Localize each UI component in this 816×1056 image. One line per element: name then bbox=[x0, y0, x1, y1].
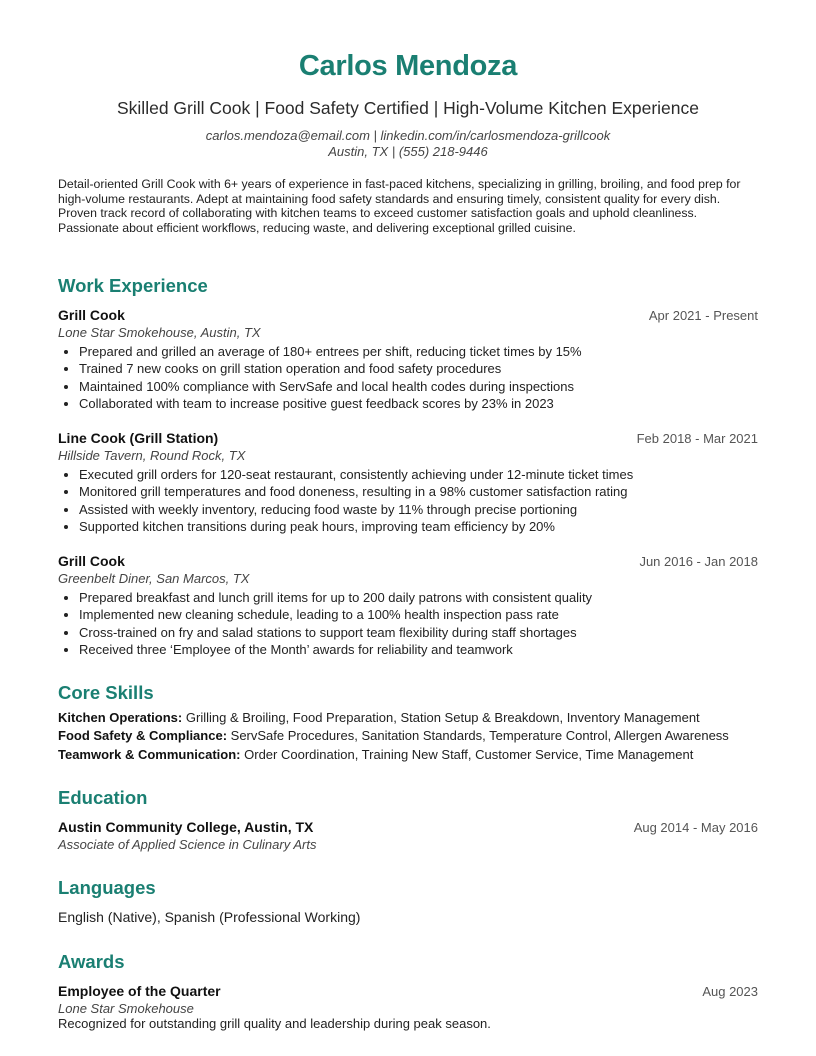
job-title: Grill Cook bbox=[58, 307, 125, 323]
section-title-experience: Work Experience bbox=[58, 275, 208, 296]
education-school: Austin Community College, Austin, TX bbox=[58, 819, 314, 835]
bullet-item: Monitored grill temperatures and food doneness, resulting in a 98% customer satisfaction rating bbox=[58, 483, 758, 500]
bullet-item: Maintained 100% compliance with ServSafe and local health codes during inspections bbox=[58, 378, 758, 395]
bullet-item: Supported kitchen transitions during peak hours, improving team efficiency by 20% bbox=[58, 518, 758, 535]
candidate-headline: Skilled Grill Cook | Food Safety Certified | High-Volume Kitchen Experience bbox=[117, 98, 699, 118]
skill-row bbox=[58, 728, 758, 743]
section-title-languages: Languages bbox=[58, 877, 156, 898]
job-bullets bbox=[58, 466, 758, 535]
award-organization: Lone Star Smokehouse bbox=[58, 1001, 194, 1016]
contact-location-phone: Austin, TX | (555) 218-9446 bbox=[328, 144, 488, 159]
job-bullets bbox=[58, 343, 758, 412]
bullet-item: Trained 7 new cooks on grill station operation and food safety procedures bbox=[58, 360, 758, 377]
job-employer: Lone Star Smokehouse, Austin, TX bbox=[58, 325, 261, 340]
job-employer: Hillside Tavern, Round Rock, TX bbox=[58, 448, 246, 463]
bullet-item: Assisted with weekly inventory, reducing food waste by 11% through precise portioning bbox=[58, 501, 758, 518]
job-employer: Greenbelt Diner, San Marcos, TX bbox=[58, 571, 250, 586]
bullet-item: Received three ‘Employee of the Month’ awards for reliability and teamwork bbox=[58, 641, 758, 658]
bullet-item: Prepared breakfast and lunch grill items for up to 200 daily patrons with consistent quality bbox=[58, 589, 758, 606]
education-dates: Aug 2014 - May 2016 bbox=[633, 820, 758, 835]
bullet-item: Prepared and grilled an average of 180+ entrees per shift, reducing ticket times by 15% bbox=[58, 343, 758, 360]
skill-list: Order Coordination, Training New Staff, Customer Service, Time Management bbox=[244, 747, 694, 762]
award-description: Recognized for outstanding grill quality and leadership during peak season. bbox=[58, 1016, 491, 1031]
skill-list: Grilling & Broiling, Food Preparation, Station Setup & Breakdown, Inventory Management bbox=[185, 710, 700, 725]
bullet-item: Collaborated with team to increase positive guest feedback scores by 23% in 2023 bbox=[58, 395, 758, 412]
award-date: Aug 2023 bbox=[702, 984, 758, 999]
professional-summary: Detail-oriented Grill Cook with 6+ years of experience in fast-paced kitchens, specializing in grilling, broiling, and food prep for high-volume restaurants. Adept at maintaining food safety standards and ensuring timely, consistent quality for every dish. Proven track record of collaborating with kitchen teams to exceed customer satisfaction goals and uphold cleanliness. Passionate about efficient workflows, reducing waste, and delivering exceptional grilled cuisine. bbox=[58, 177, 741, 235]
section-title-awards: Awards bbox=[58, 951, 125, 972]
bullet-item: Implemented new cleaning schedule, leading to a 100% health inspection pass rate bbox=[58, 606, 758, 623]
job-dates: Apr 2021 - Present bbox=[648, 308, 758, 323]
bullet-item: Cross-trained on fry and salad stations to support team flexibility during staff shortages bbox=[58, 624, 758, 641]
contact-email-linkedin: carlos.mendoza@email.com | linkedin.com/in/carlosmendoza-grillcook bbox=[205, 128, 611, 143]
skill-list: ServSafe Procedures, Sanitation Standards, Temperature Control, Allergen Awareness bbox=[230, 728, 729, 743]
education-degree: Associate of Applied Science in Culinary Arts bbox=[58, 837, 317, 852]
section-title-skills: Core Skills bbox=[58, 682, 154, 703]
candidate-name: Carlos Mendoza bbox=[298, 50, 518, 82]
skill-row bbox=[58, 747, 758, 762]
skill-category: Kitchen Operations: bbox=[58, 710, 183, 725]
job-title: Grill Cook bbox=[58, 553, 125, 569]
section-title-education: Education bbox=[58, 787, 148, 808]
skill-category: Teamwork & Communication: bbox=[58, 747, 241, 762]
skill-category: Food Safety & Compliance: bbox=[58, 728, 228, 743]
skill-row bbox=[58, 710, 758, 725]
award-title: Employee of the Quarter bbox=[58, 983, 221, 999]
languages-list: English (Native), Spanish (Professional Working) bbox=[58, 909, 361, 925]
job-bullets bbox=[58, 589, 758, 658]
bullet-item: Executed grill orders for 120-seat restaurant, consistently achieving under 12-minute ticket times bbox=[58, 466, 758, 483]
job-dates: Jun 2016 - Jan 2018 bbox=[639, 554, 758, 569]
job-dates: Feb 2018 - Mar 2021 bbox=[636, 431, 758, 446]
job-title: Line Cook (Grill Station) bbox=[58, 430, 219, 446]
